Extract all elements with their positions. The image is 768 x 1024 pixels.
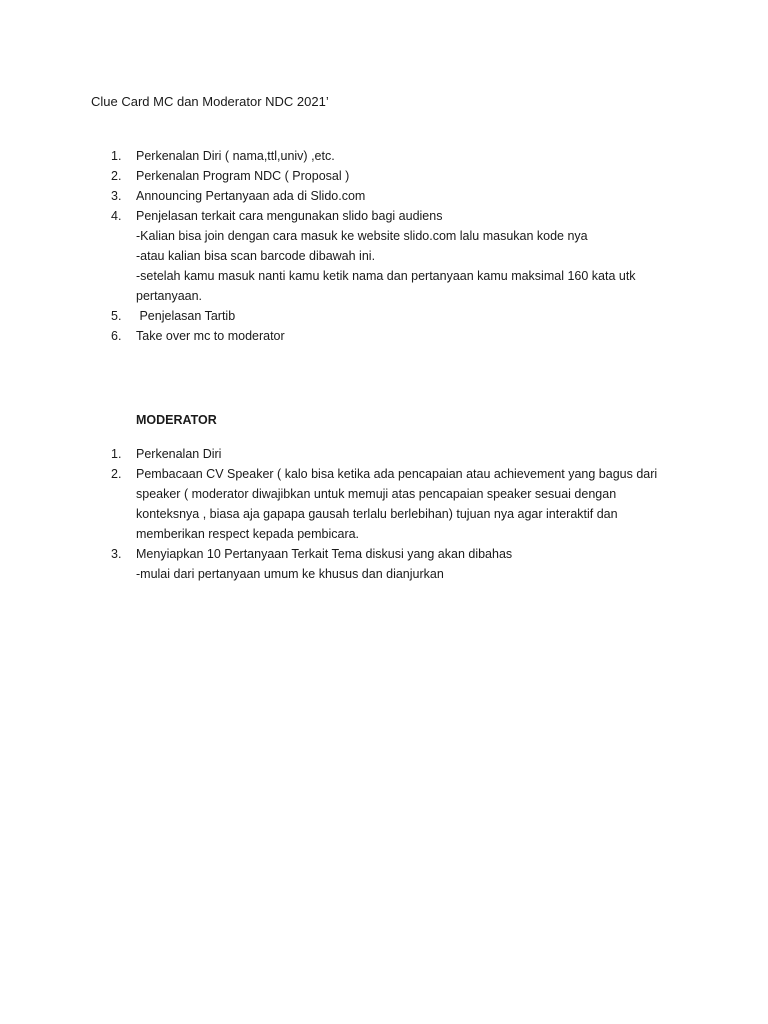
list-number: 1. [111, 149, 122, 163]
moderator-list-item [91, 444, 691, 464]
list-text: Penjelasan terkait cara mengunakan slido bagi audiens [136, 209, 443, 223]
list-text: Perkenalan Diri ( nama,ttl,univ) ,etc. [136, 149, 335, 163]
mc-list-item [91, 206, 691, 306]
mc-list [91, 146, 691, 346]
list-subline: konteksnya , biasa aja gapapa gausah terlalu berlebihan) tujuan nya agar interaktif dan [136, 507, 618, 521]
list-text: Take over mc to moderator [136, 329, 285, 343]
mc-list-item [91, 326, 691, 346]
moderator-list [91, 444, 691, 584]
moderator-list-item [91, 544, 691, 584]
mc-list-item [91, 166, 691, 186]
mc-list-item [91, 186, 691, 206]
document-title: Clue Card MC dan Moderator NDC 2021’ [91, 94, 329, 109]
list-number: 6. [111, 329, 122, 343]
list-number: 3. [111, 547, 122, 561]
moderator-heading: MODERATOR [136, 413, 217, 427]
list-number: 4. [111, 209, 122, 223]
list-number: 2. [111, 467, 122, 481]
list-text: Perkenalan Program NDC ( Proposal ) [136, 169, 350, 183]
list-text: Announcing Pertanyaan ada di Slido.com [136, 189, 366, 203]
list-text: Menyiapkan 10 Pertanyaan Terkait Tema diskusi yang akan dibahas [136, 547, 513, 561]
list-text: Penjelasan Tartib [136, 309, 236, 323]
list-subline: memberikan respect kepada pembicara. [136, 527, 360, 541]
list-number: 2. [111, 169, 122, 183]
mc-list-item [91, 306, 691, 326]
list-text: Pembacaan CV Speaker ( kalo bisa ketika ada pencapaian atau achievement yang bagus dari [136, 467, 658, 481]
list-subline: -setelah kamu masuk nanti kamu ketik nama dan pertanyaan kamu maksimal 160 kata utk [136, 269, 636, 283]
list-subline: -atau kalian bisa scan barcode dibawah ini. [136, 249, 376, 263]
moderator-list-item [91, 464, 691, 544]
list-number: 1. [111, 447, 122, 461]
mc-list-item [91, 146, 691, 166]
list-number: 3. [111, 189, 122, 203]
list-subline: -Kalian bisa join dengan cara masuk ke website slido.com lalu masukan kode nya [136, 229, 588, 243]
list-number: 5. [111, 309, 122, 323]
list-subline: pertanyaan. [136, 289, 203, 303]
list-text: Perkenalan Diri [136, 447, 222, 461]
list-subline: speaker ( moderator diwajibkan untuk memuji atas pencapaian speaker sesuai dengan [136, 487, 617, 501]
list-subline: -mulai dari pertanyaan umum ke khusus dan dianjurkan [136, 567, 444, 581]
